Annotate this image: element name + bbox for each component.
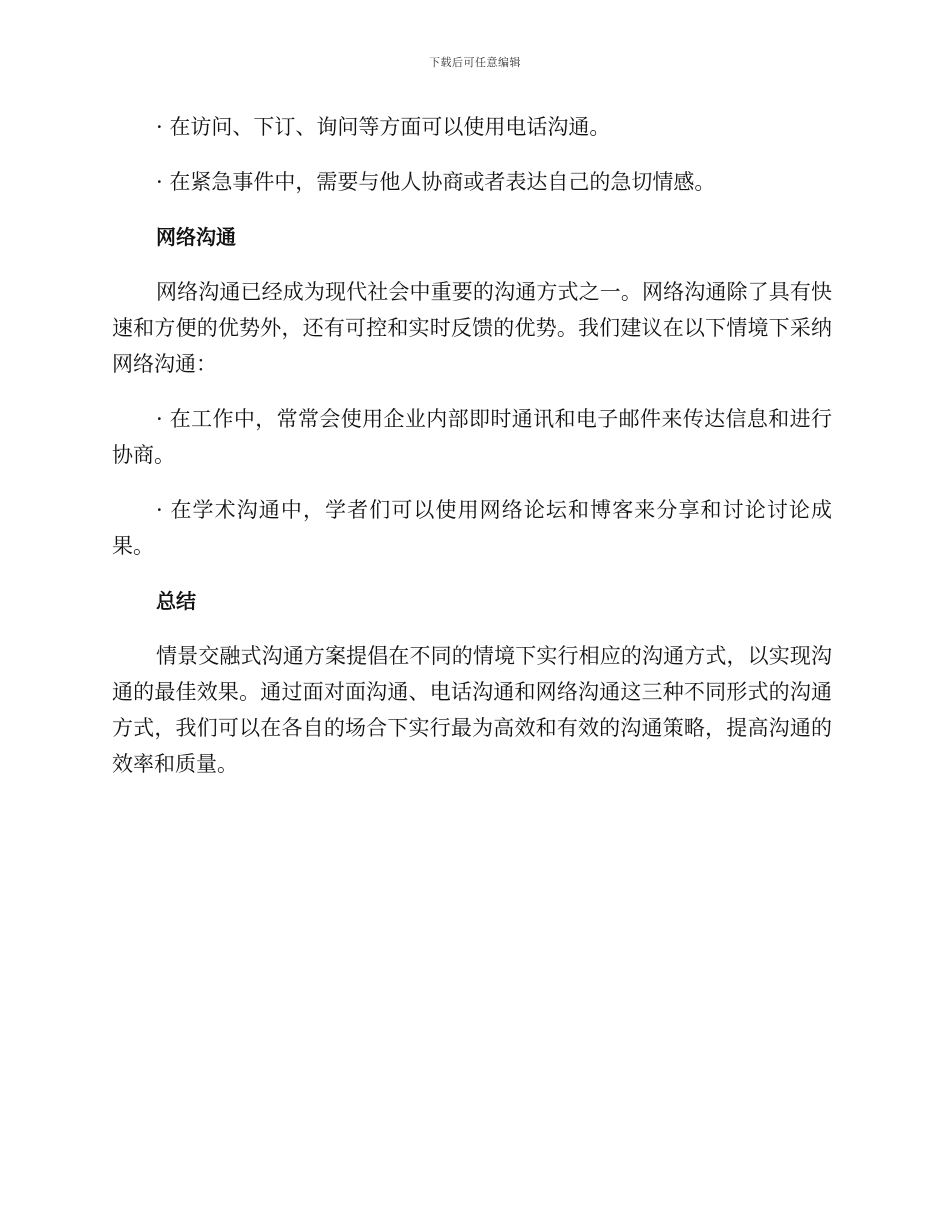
paragraph-network-intro: 网络沟通已经成为现代社会中重要的沟通方式之一。网络沟通除了具有快速和方便的优势外，还有可控和实时反馈的优势。我们建议在以下情境下采纳网络沟通：	[112, 280, 832, 376]
bullet-network-academic: · 在学术沟通中，学者们可以使用网络论坛和博客来分享和讨论讨论成果。	[112, 498, 832, 558]
section-heading-network: 网络沟通	[156, 225, 236, 249]
bullet-phone-emergency: · 在紧急事件中，需要与他人协商或者表达自己的急切情感。	[156, 170, 716, 194]
header-note: 下载后可任意编辑	[429, 56, 521, 69]
document-body	[112, 109, 832, 782]
bullet-network-work: · 在工作中，常常会使用企业内部即时通讯和电子邮件来传达信息和进行协商。	[112, 407, 832, 467]
bullet-phone-visit: · 在访问、下订、询问等方面可以使用电话沟通。	[156, 115, 611, 139]
paragraph-summary: 情景交融式沟通方案提倡在不同的情境下实行相应的沟通方式，以实现沟通的最佳效果。通过面对面沟通、电话沟通和网络沟通这三种不同形式的沟通方式，我们可以在各自的场合下实行最为高效和有效的沟通策略，提高沟通的效率和质量。	[112, 644, 832, 776]
section-heading-summary: 总结	[156, 589, 196, 613]
